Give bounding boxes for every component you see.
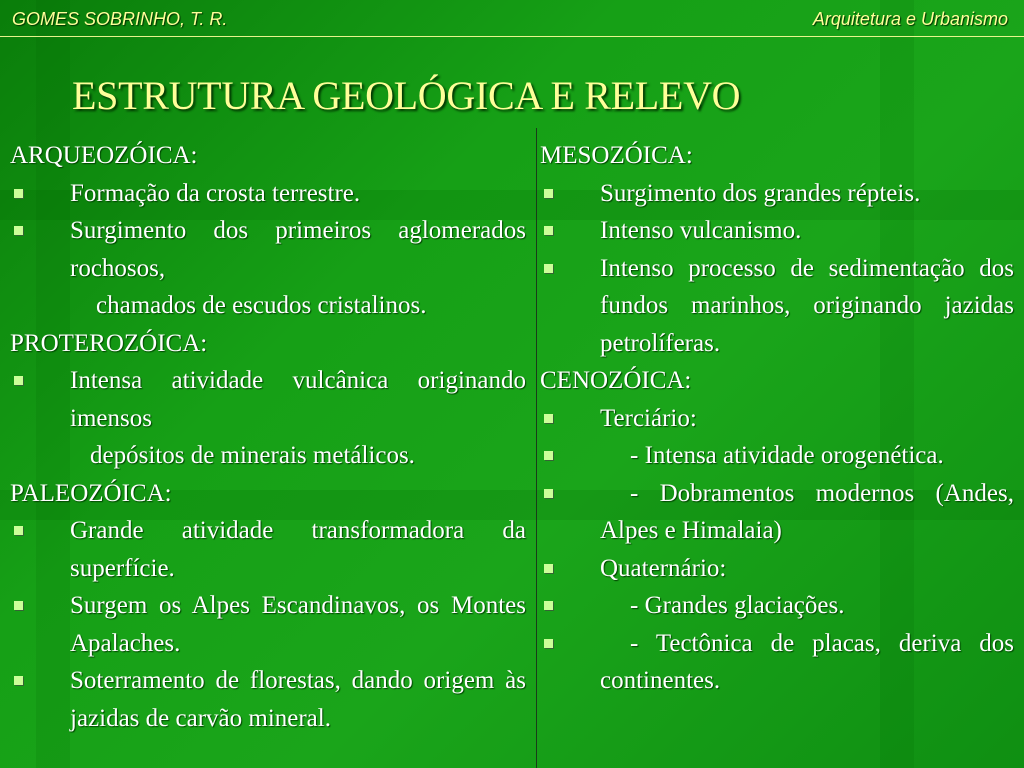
list-item-text: Terciário: xyxy=(600,404,697,432)
square-bullet-icon xyxy=(544,451,553,460)
square-bullet-icon xyxy=(14,526,23,535)
era-heading-cenozoica: CENOZÓICA: xyxy=(540,367,692,394)
square-bullet-icon xyxy=(14,601,23,610)
list-item xyxy=(540,587,1014,625)
list-item xyxy=(540,625,1014,700)
list-item xyxy=(540,250,1014,363)
list-item xyxy=(10,662,526,737)
era-heading-paleozoica: PALEOZÓICA: xyxy=(10,479,172,507)
list-item-text: Soterramento de florestas, dando origem às jazidas de carvão mineral. xyxy=(70,667,526,732)
list-item xyxy=(10,212,526,287)
square-bullet-icon xyxy=(544,601,553,610)
square-bullet-icon xyxy=(544,264,553,273)
list-item-text: Surgimento dos grandes répteis. xyxy=(600,179,921,207)
list-item xyxy=(10,587,526,662)
era-heading-proterozoica: PROTEROZÓICA: xyxy=(10,329,208,357)
list-item xyxy=(540,475,1014,550)
square-bullet-icon xyxy=(544,189,553,198)
list-item xyxy=(540,550,1014,588)
list-item-text: Intensa atividade vulcânica originando imensos xyxy=(70,367,526,432)
era-heading-arqueozoica: ARQUEOZÓICA: xyxy=(10,142,198,169)
header-divider xyxy=(0,36,1024,37)
list-item-text: - Dobramentos modernos (Andes, Alpes e Himalaia) xyxy=(600,479,1014,544)
list-item-text: Quaternário: xyxy=(600,554,727,582)
list-item-text: Surgem os Alpes Escandinavos, os Montes Apalaches. xyxy=(70,592,526,657)
slide-header xyxy=(0,0,1024,36)
slide-title: ESTRUTURA GEOLÓGICA E RELEVO xyxy=(72,73,741,118)
list-item-text: - Grandes glaciações. xyxy=(630,592,845,619)
course-label: Arquitetura e Urbanismo xyxy=(812,9,1008,29)
square-bullet-icon xyxy=(544,564,553,573)
square-bullet-icon xyxy=(544,226,553,235)
key-term: escudos cristalinos xyxy=(232,292,421,319)
list-item-text: Surgimento dos primeiros aglomerados rochosos, xyxy=(70,217,526,282)
continuation-suffix: . xyxy=(420,292,427,319)
square-bullet-icon xyxy=(544,489,553,498)
era-heading-mesozoica: MESOZÓICA: xyxy=(540,142,693,169)
list-item xyxy=(540,437,1014,475)
list-item xyxy=(540,212,1014,250)
list-item xyxy=(10,512,526,587)
list-item xyxy=(10,175,526,213)
right-column xyxy=(540,137,1014,700)
list-item-text: Formação da crosta terrestre. xyxy=(70,179,361,207)
list-item-continuation xyxy=(10,287,526,325)
square-bullet-icon xyxy=(544,639,553,648)
list-item xyxy=(540,400,1014,438)
list-item-continuation: depósitos de minerais metálicos. xyxy=(90,442,415,469)
list-item-text: Grande atividade transformadora da superfície. xyxy=(70,517,526,582)
square-bullet-icon xyxy=(14,189,23,198)
column-divider xyxy=(536,128,537,768)
square-bullet-icon xyxy=(14,226,23,235)
list-item-text: Intenso vulcanismo. xyxy=(600,217,802,244)
square-bullet-icon xyxy=(14,376,23,385)
list-item-text: - Intensa atividade orogenética. xyxy=(630,442,944,469)
author-label: GOMES SOBRINHO, T. R. xyxy=(12,9,228,29)
left-column xyxy=(10,137,526,737)
square-bullet-icon xyxy=(14,676,23,685)
list-item xyxy=(10,362,526,437)
continuation-prefix: chamados de xyxy=(96,292,233,319)
list-item-text: - Tectônica de placas, deriva dos continentes. xyxy=(600,629,1014,694)
list-item-text: Intenso processo de sedimentação dos fundos marinhos, originando jazidas petrolíferas. xyxy=(600,254,1014,357)
list-item xyxy=(540,175,1014,213)
square-bullet-icon xyxy=(544,414,553,423)
